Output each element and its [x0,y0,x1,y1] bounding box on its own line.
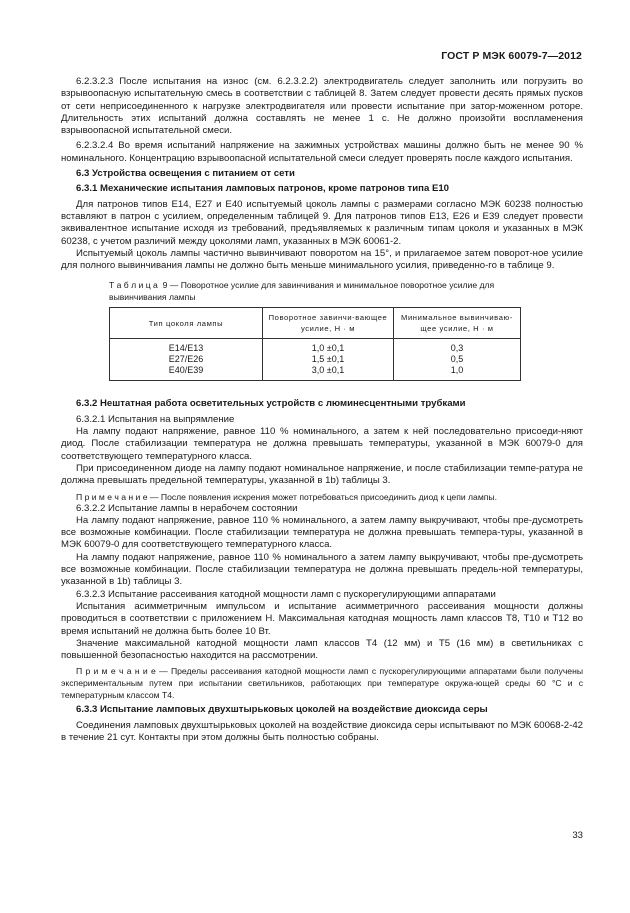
note-text: — После появления искрения может потребоваться присоединить диод к цепи лампы. [149,491,497,502]
paragraph-6-3-2-1-b: При присоединенном диоде на лампу подают номинальное напряжение, и после стабилизации темпе-ратура не должна превышать предельной температуры, указанной в 1b) таблицы 3. [61,462,583,487]
note-2 [61,665,583,701]
table-cell: 3,0 ±0,1 [263,365,394,381]
note-text: — Пределы рассеивания катодной мощности ламп с пускорегулирующими аппаратами были получены экспериментальным путем при испытании светильников, работающих при температуре окружа-ющей среды 60 °С и с температурным классом Т4. [61,666,584,701]
paragraph-6-3-2-2-a: На лампу подают напряжение, равное 110 % номинального, а затем лампу выкручивают, чтобы пре-дусмотреть все возможные комбинации. После стабилизации температура не должна превышать темпера-туры, указанной в МЭК 60079-0 для соответствующего температурного класса. [61,514,583,551]
table-cell: 1,0 ±0,1 [263,339,394,355]
subsection-6-3-2-3: 6.3.2.3 Испытание рассеивания катодной мощности ламп с пускорегулирующими аппаратами [76,588,496,600]
section-heading-6-3: 6.3 Устройства освещения с питанием от сети [76,168,295,180]
paragraph-6-2-3-2-4: 6.2.3.2.4 Во время испытаний напряжение на зажимных устройствах машины должно быть не менее 90 % номинального. Концентрацию взрывоопасной испытательной смеси следует проверять после каждого испытания. [61,140,583,164]
table-cell: 1,5 ±0,1 [263,354,394,365]
paragraph-6-3-1-a: Для патронов типов Е14, Е27 и Е40 испытуемый цоколь лампы с размерами согласно МЭК 60238 полностью вставляют в патрон с усилием, определенным таблицей 9. Для патронов типов Е13, Е26 и Е39 следует провести эквивалентное испытание исходя из требований, предъявляемых к различным типам цоколя и указанных в МЭК 60238, с учетом различий между цоколями ламп, указанных в МЭК 60061-2. [61,198,583,247]
table-cell: 0,5 [394,354,521,365]
table-cell: Е27/Е26 [110,354,263,365]
table-header-cell: Тип цоколя лампы [110,308,263,339]
table-9-caption [109,280,539,303]
paragraph-6-3-2-2-b: На лампу подают напряжение, равное 110 % номинального а затем лампу выкручивают, чтобы пре-дусмотреть все возможные комбинации. После стабилизации температура не должна превышать предель-ной температуры, указанной в 1b) таблицы 3. [61,551,583,588]
table-9 [109,307,521,381]
table-cell: 1,0 [394,365,521,381]
paragraph-6-3-3: Соединения ламповых двухштырьковых цоколей на воздействие диоксида серы испытывают по МЭК 60068-2-42 в течение 21 сут. Контакты при этом должны быть полностью собраны. [61,719,583,743]
section-heading-6-3-1: 6.3.1 Механические испытания ламповых патронов, кроме патронов типа Е10 [76,183,450,195]
section-heading-6-3-3: 6.3.3 Испытание ламповых двухштырьковых цоколей на воздействие диоксида серы [76,704,488,716]
page-number: 33 [572,830,583,841]
paragraph-6-3-2-3-a: Испытания асимметричным импульсом и испытание асимметричного рассеивания мощности должны проводиться в соответствии с приложением Н. Максимальная катодная мощность ламп классов Т8, Т10 и Т12 во время испытаний не должна быть более 10 Вт. [61,600,583,637]
table-header-cell: Поворотное завинчи-вающее усилие, Н · м [263,308,394,339]
note-label: П р и м е ч а н и е [76,666,156,677]
note-label: П р и м е ч а н и е [76,491,148,502]
page-content [61,76,583,744]
table-row [110,354,521,365]
table-header-row [110,308,521,339]
table-label: Т а б л и ц а [109,280,158,291]
paragraph-6-2-3-2-3: 6.2.3.2.3 После испытания на износ (см. 6.2.3.2.2) электродвигатель следует заполнить или погрузить во взрывоопасную испытательную смесь в соответствии с таблицей 8. Затем следует провести десять прямых пусков от сети неприсоединенного к нагрузке электродвигателя или провести испытание при затор-моженном роторе. Длительность этих испытаний должна составлять не менее 1 с. Не должно произойти воспламенения взрывоопасной испытательной смеси. [61,76,583,137]
standard-header: ГОСТ Р МЭК 60079-7—2012 [441,50,582,62]
table-header-cell: Минимальное вывинчиваю-щее усилие, Н · м [394,308,521,339]
paragraph-6-3-2-3-b: Значение максимальной катодной мощности ламп классов Т4 (12 мм) и Т5 (16 мм) в светильниках с повышенной безопасностью находится на рассмотрении. [61,637,583,662]
note-1 [61,491,583,503]
spacer [61,381,583,395]
table-cell: 0,3 [394,339,521,355]
table-cell: Е14/Е13 [110,339,263,355]
table-caption-text: 9 — Поворотное усилие для завинчивания и минимальное поворотное усилие для вывинчивания лампы [109,280,495,302]
subsection-6-3-2-1: 6.3.2.1 Испытания на выпрямление [76,413,235,425]
paragraph-6-3-2-1-a: На лампу подают напряжение, равное 110 % номинального, а затем к ней последовательно присоеди-няют диод. После стабилизации температура не должна превышать температуры, указанной в МЭК 60079-0 для соответствующего температурного класса. [61,426,583,462]
table-row [110,365,521,381]
subsection-6-3-2-2: 6.3.2.2 Испытание лампы в нерабочем состоянии [76,502,298,514]
section-heading-6-3-2: 6.3.2 Нештатная работа осветительных устройств с люминесцентными трубками [76,398,466,410]
table-cell: Е40/Е39 [110,365,263,381]
paragraph-6-3-1-b: Испытуемый цоколь лампы частично вывинчивают поворотом на 15°, и прилагаемое затем поворот-ное усилие для полного вывинчивания лампы не должно быть меньше минимального усилия, приведенно-го в таблице 9. [61,247,583,272]
table-row [110,339,521,355]
